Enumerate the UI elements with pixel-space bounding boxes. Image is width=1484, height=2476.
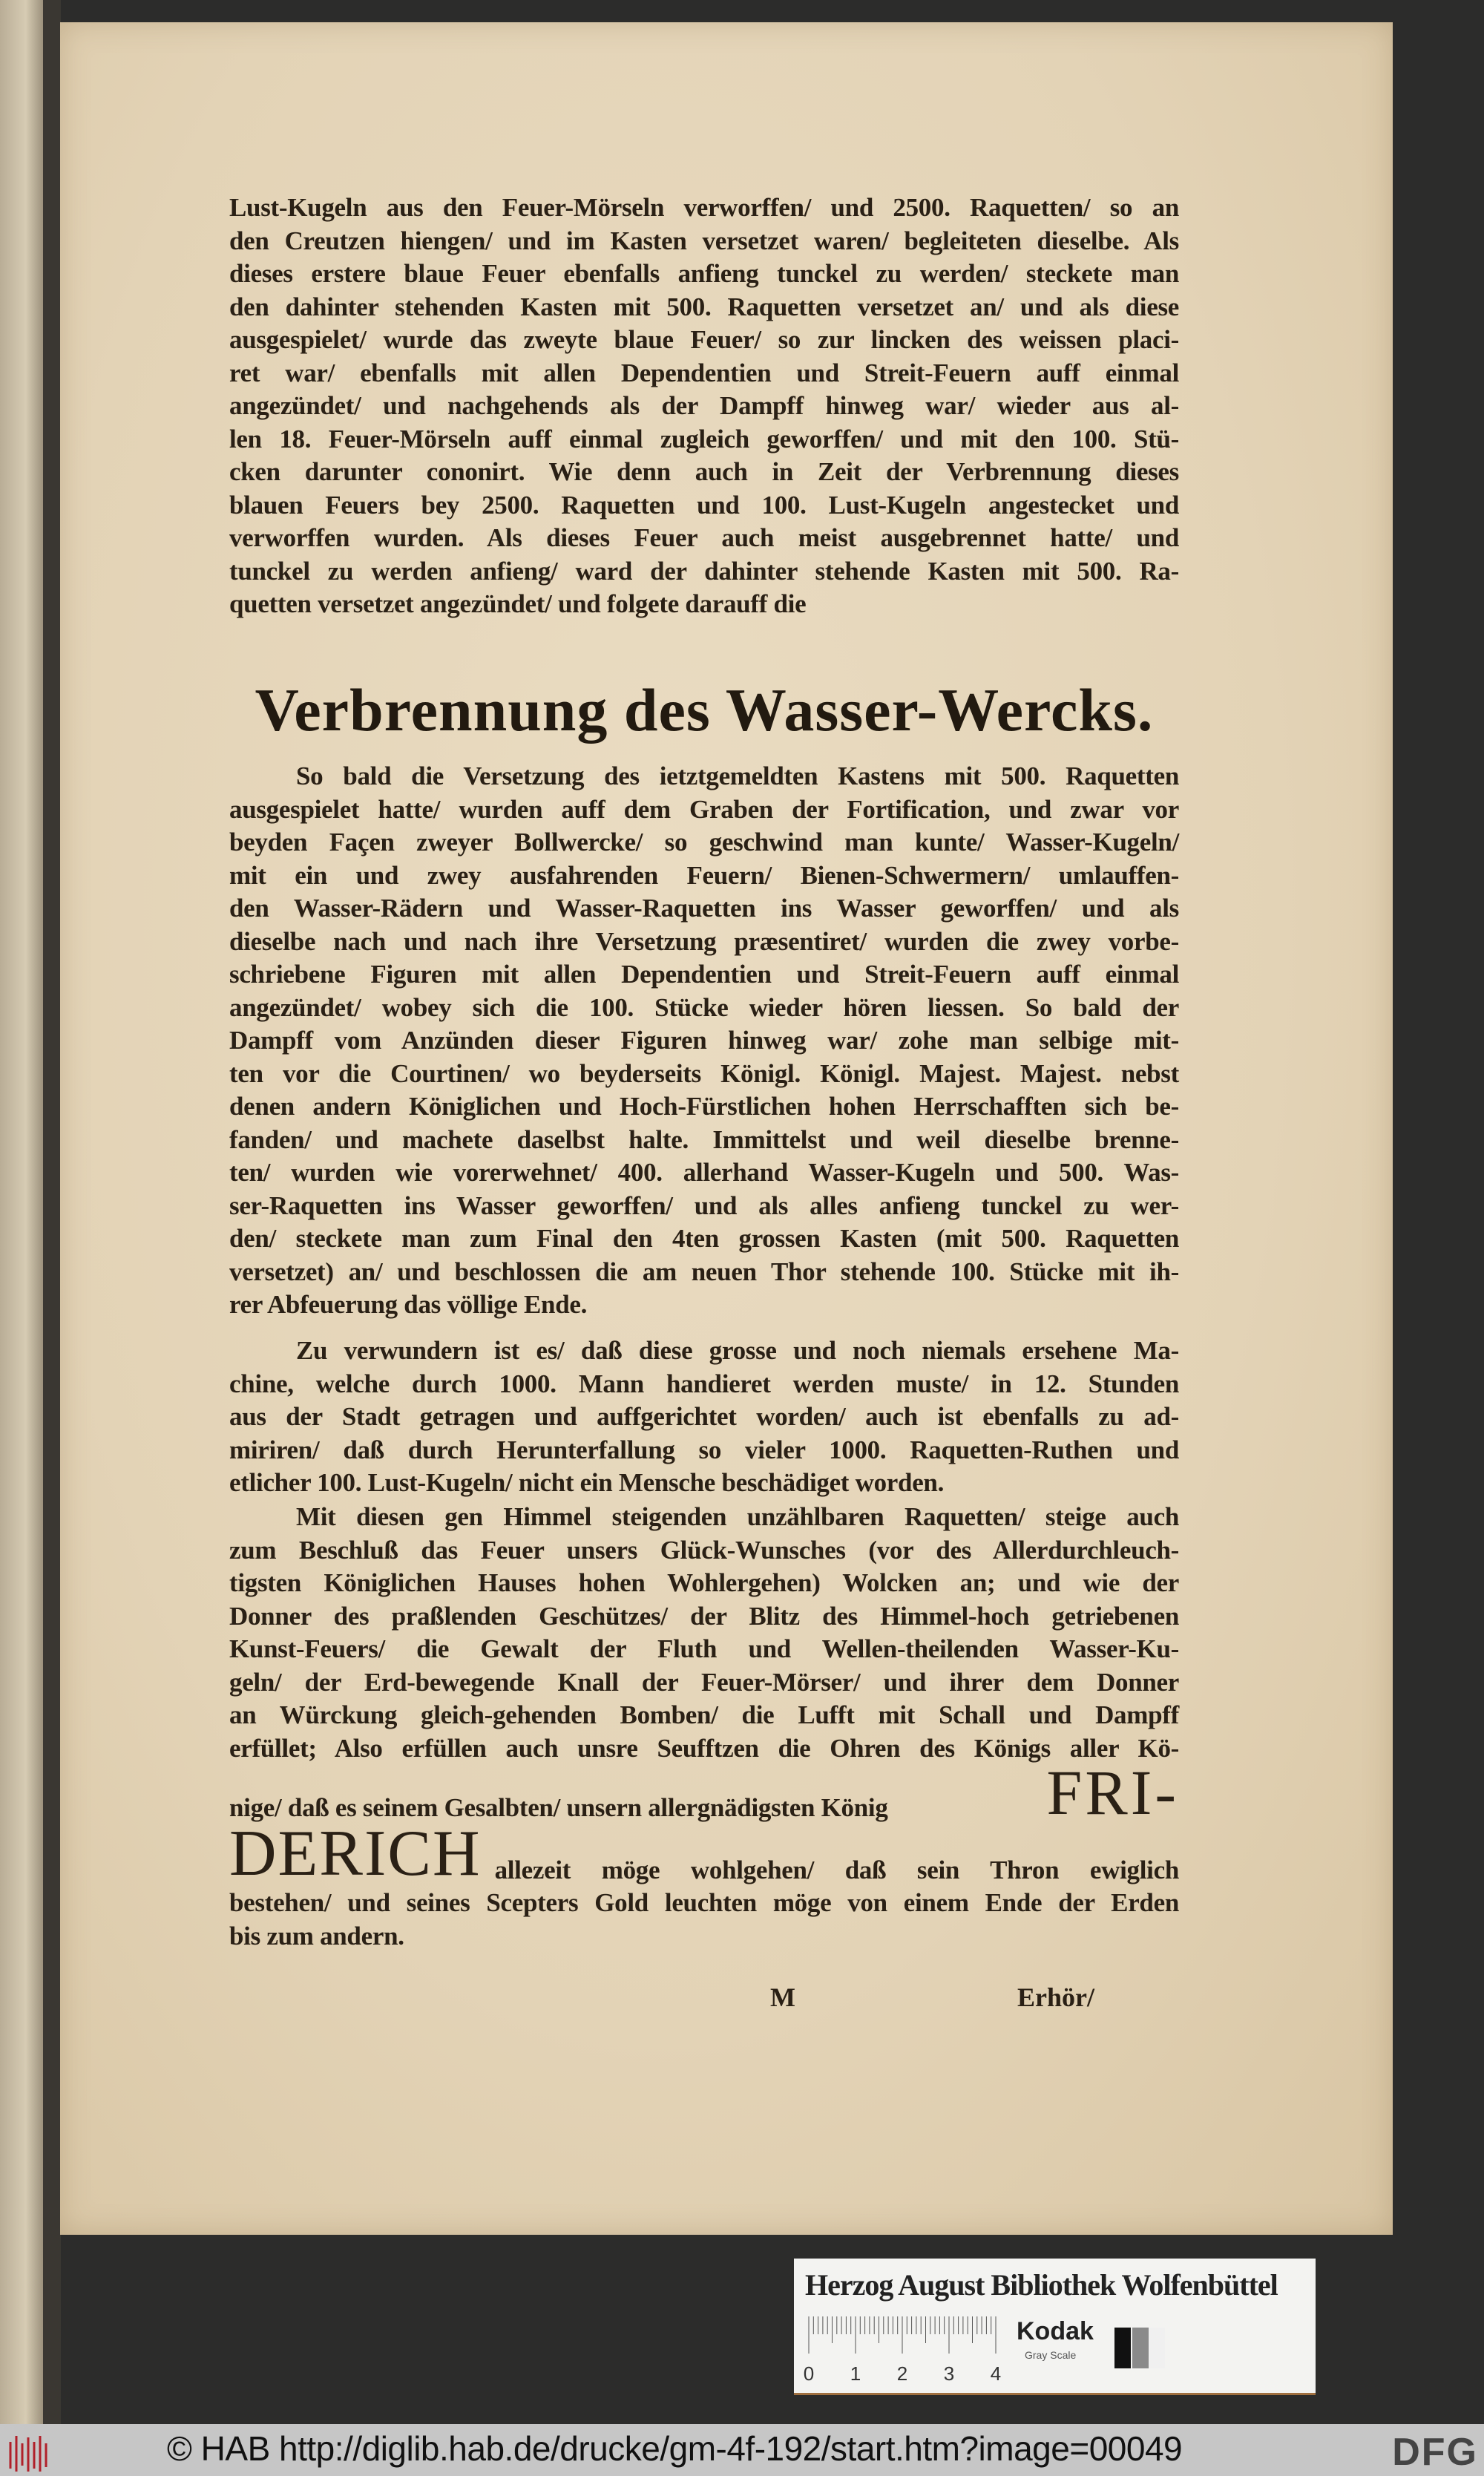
text-line: zum Beschluß das Feuer unsers Glück-Wunsches (vor des Allerdurchleuch- — [229, 1535, 1179, 1565]
text-line: chine, welche durch 1000. Mann handieret werden muste/ in 12. Stunden — [229, 1369, 1179, 1398]
adjacent-page-edge — [0, 0, 43, 2424]
paragraph-2 — [229, 760, 1179, 1322]
text-line: Lust-Kugeln aus den Feuer-Mörseln verworffen/ und 2500. Raquetten/ so an — [229, 193, 1179, 222]
ruler-label: 0 — [803, 2362, 815, 2385]
text-line-fri — [229, 1757, 1179, 1828]
text-line: cken darunter cononirt. Wie denn auch in Zeit der Verbrennung dieses — [229, 457, 1179, 486]
text-line: ausgespielet/ wurde das zweyte blaue Feuer/ so zur lincken des weissen placi- — [229, 325, 1179, 354]
text-line: an Würckung gleich-gehenden Bomben/ die Lufft mit Schall und Dampff — [229, 1700, 1179, 1729]
text-line: erfüllet; Also erfüllen auch unsre Seufftzen die Ohren des Königs aller Kö- — [229, 1733, 1179, 1763]
text-line: ten/ wurden wie vorerwehnet/ 400. allerhand Wasser-Kugeln und 500. Was- — [229, 1158, 1179, 1187]
text-line: fanden/ und machete daselbst halte. Immittelst und weil dieselbe brenne- — [229, 1124, 1179, 1154]
ruler-label: 1 — [850, 2362, 861, 2385]
text-line: versetzet) an/ und beschlossen die am neuen Thor stehende 100. Stücke mit ih- — [229, 1257, 1179, 1286]
paragraph-3 — [229, 1334, 1179, 1500]
gray-scale-label: Gray Scale — [1025, 2349, 1077, 2361]
text-line: Donner des praßlenden Geschützes/ der Blitz des Himmel-hoch getriebenen — [229, 1601, 1179, 1631]
text-line: len 18. Feuer-Mörseln auff einmal zugleich geworffen/ und mit den 100. Stü- — [229, 424, 1179, 453]
text-line: etlicher 100. Lust-Kugeln/ nicht ein Mensche beschädiget worden. — [229, 1468, 945, 1497]
text-line: dieses erstere blaue Feuer ebenfalls anfieng tunckel zu werden/ steckete man — [229, 259, 1179, 288]
text-line: schriebene Figuren mit allen Dependentien und Streit-Feuern auff einmal — [229, 960, 1179, 989]
scanned-page — [60, 22, 1393, 2235]
text-line-derich — [229, 1818, 1179, 1890]
text-line: bis zum andern. — [229, 1921, 404, 1951]
text-line: dieselbe nach und nach ihre Versetzung præsentiret/ wurden die zwey vorbe- — [229, 926, 1179, 956]
catchword: Erhör/ — [1017, 1982, 1094, 2012]
ruler — [805, 2316, 1002, 2387]
text-line: ausgespielet hatte/ wurden auff dem Graben der Fortification, und zwar vor — [229, 794, 1179, 824]
signature-mark: M — [770, 1982, 795, 2012]
line-text: allezeit möge wohlgehen/ daß sein Thron ewiglich — [494, 1855, 1179, 1884]
kodak-logo: Kodak — [1017, 2317, 1094, 2345]
ruler-label: 2 — [896, 2362, 908, 2385]
text-line: den/ steckete man zum Final den 4ten grossen Kasten (mit 500. Raquetten — [229, 1224, 1179, 1253]
paragraph-1 — [229, 191, 1179, 621]
text-line: verworffen wurden. Als dieses Feuer auch meist ausgebrennet hatte/ und — [229, 523, 1179, 552]
text-line: Dampff vom Anzünden dieser Figuren hinweg war/ zohe man selbige mit- — [229, 1026, 1179, 1055]
text-line: ser-Raquetten ins Wasser geworffen/ und als alles anfieng tunckel zu wer- — [229, 1190, 1179, 1220]
binding-shadow — [43, 0, 61, 2424]
text-line: den dahinter stehenden Kasten mit 500. Raquetten versetzet an/ und als diese — [229, 292, 1179, 321]
hab-logo-icon — [3, 2431, 62, 2473]
text-line: Kunst-Feuers/ die Gewalt der Fluth und Wellen-theilenden Wasser-Ku- — [229, 1634, 1179, 1663]
text-line: aus der Stadt getragen und auffgerichtet worden/ auch ist ebenfalls zu ad- — [229, 1402, 1179, 1431]
text-line: beyden Façen zweyer Bollwercke/ so geschwind man kunte/ Wasser-Kugeln/ — [229, 828, 1179, 857]
text-line: Mit diesen gen Himmel steigenden unzählbaren Raquetten/ steige auch — [296, 1502, 1179, 1531]
text-line: ret war/ ebenfalls mit allen Dependentien und Streit-Feuern auff einmal — [229, 358, 1179, 387]
footer-bar — [0, 2424, 1484, 2476]
gray-swatch — [1132, 2328, 1149, 2368]
text-line: blauen Feuers bey 2500. Raquetten und 100. Lust-Kugeln angestecket und — [229, 490, 1179, 520]
text-line: bestehen/ und seines Scepters Gold leuchten möge von einem Ende der Erden — [229, 1888, 1179, 1917]
color-calibration-card — [794, 2259, 1316, 2395]
text-line: tunckel zu werden anfieng/ ward der dahinter stehende Kasten mit 500. Ra- — [229, 556, 1179, 586]
line-text: nige/ daß es seinem Gesalbten/ unsern allergnädigsten König — [229, 1792, 888, 1822]
text-line: denen andern Königlichen und Hoch-Fürstlichen hohen Herrschafften sich be- — [229, 1092, 1179, 1121]
text-line: miriren/ daß durch Herunterfallung so vieler 1000. Raquetten-Ruthen und — [229, 1435, 1179, 1464]
dfg-logo: DFG — [1392, 2431, 1478, 2474]
paragraph-4 — [229, 1501, 1179, 1953]
ruler-label: 3 — [943, 2362, 955, 2385]
text-line: So bald die Versetzung des ietztgemeldten Kastens mit 500. Raquetten — [296, 762, 1179, 790]
paragraph-4-lines — [229, 1501, 1179, 1765]
section-heading: Verbrennung des Wasser-Wercks. — [255, 676, 1154, 744]
text-line: mit ein und zwey ausfahrenden Feuern/ Bienen-Schwermern/ umlauffen- — [229, 860, 1179, 890]
white-swatch — [1149, 2328, 1165, 2368]
text-line: angezündet/ wobey sich die 100. Stücke wieder hören liessen. So bald der — [229, 992, 1179, 1022]
text-line: rer Abfeuerung das völlige Ende. — [229, 1290, 588, 1319]
text-line: den Creutzen hiengen/ und im Kasten versetzet waren/ begleiteten dieselbe. Als — [229, 226, 1179, 255]
text-line: den Wasser-Rädern und Wasser-Raquetten ins Wasser geworffen/ und als — [229, 894, 1179, 923]
copyright-link[interactable]: © HAB http://diglib.hab.de/drucke/gm-4f-192/start.htm?image=00049 — [167, 2429, 1183, 2468]
text-line: Zu verwundern ist es/ daß diese grosse und noch niemals ersehene Ma- — [296, 1336, 1179, 1365]
king-name-part-2: DERICH — [229, 1818, 482, 1890]
text-line: tigsten Königlichen Hauses hohen Wohlergehen) Wolcken an; und wie der — [229, 1568, 1179, 1597]
king-name-part-1: FRI- — [1046, 1757, 1179, 1828]
black-swatch — [1114, 2328, 1131, 2368]
text-line: angezündet/ und nachgehends als der Dampff hinweg war/ wieder aus al- — [229, 391, 1179, 420]
card-title: Herzog August Bibliothek Wolfenbüttel — [805, 2268, 1278, 2302]
ruler-label: 4 — [990, 2362, 1002, 2385]
text-line: quetten versetzet angezündet/ und folgete darauff die — [229, 589, 807, 618]
text-line: ten vor die Courtinen/ wo beyderseits Königl. Königl. Majest. Majest. nebst — [229, 1058, 1179, 1088]
text-line: geln/ der Erd-bewegende Knall der Feuer-Mörser/ und ihrer dem Donner — [229, 1667, 1179, 1697]
